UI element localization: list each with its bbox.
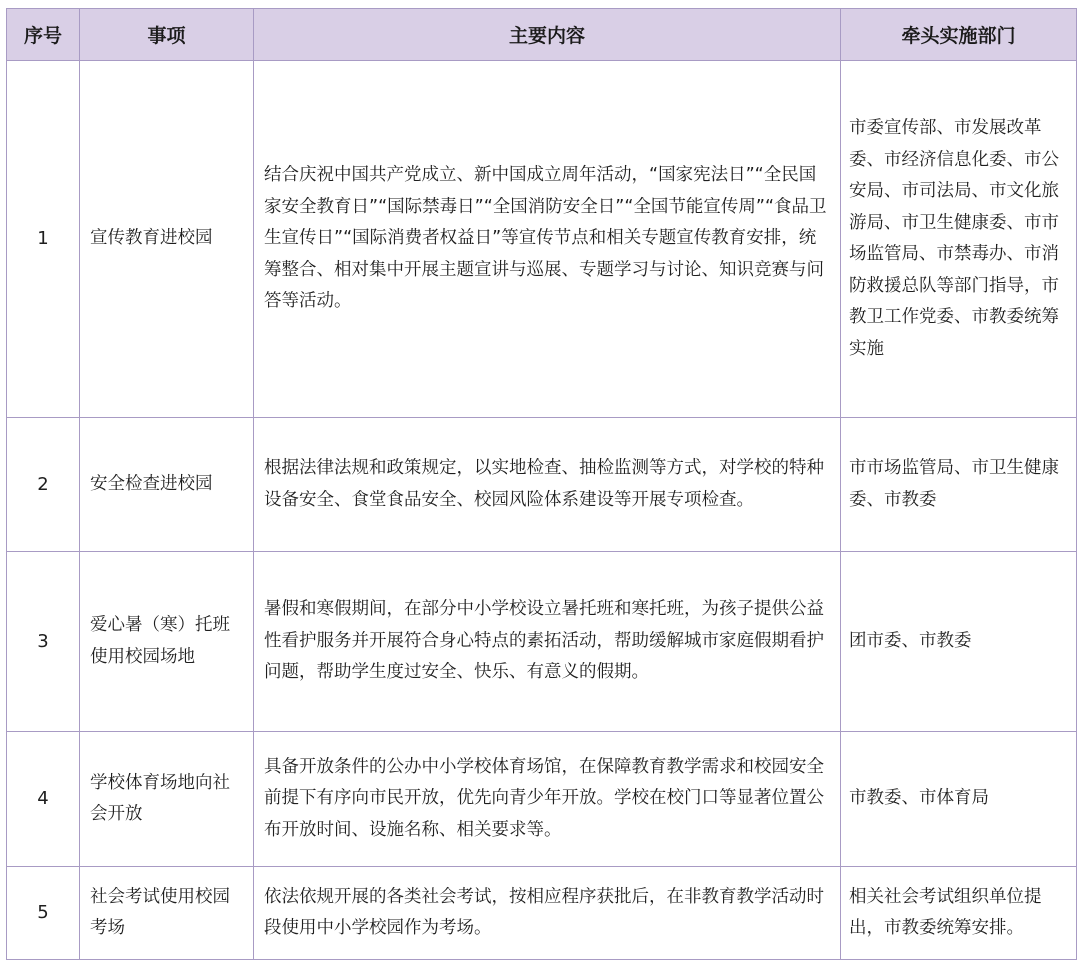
row-number: 3: [7, 552, 80, 732]
table-row: [7, 418, 1077, 552]
row-dept: 团市委、市教委: [841, 552, 1077, 732]
row-number: 5: [7, 867, 80, 960]
row-number: 2: [7, 418, 80, 552]
row-item: 爱心暑（寒）托班使用校园场地: [80, 552, 254, 732]
table-row: [7, 732, 1077, 867]
header-dept: 牵头实施部门: [841, 9, 1077, 61]
row-dept: 市教委、市体育局: [841, 732, 1077, 867]
header-row: [7, 9, 1077, 61]
row-item: 学校体育场地向社会开放: [80, 732, 254, 867]
row-dept: 市市场监管局、市卫生健康委、市教委: [841, 418, 1077, 552]
header-content: 主要内容: [254, 9, 841, 61]
table-row: [7, 552, 1077, 732]
row-number: 1: [7, 61, 80, 418]
row-content: 暑假和寒假期间，在部分中小学校设立暑托班和寒托班，为孩子提供公益性看护服务并开展符合身心特点的素拓活动，帮助缓解城市家庭假期看护问题，帮助学生度过安全、快乐、有意义的假期。: [254, 552, 841, 732]
row-number: 4: [7, 732, 80, 867]
row-item: 安全检查进校园: [80, 418, 254, 552]
activities-table: [6, 8, 1077, 960]
header-no: 序号: [7, 9, 80, 61]
table-body: [7, 61, 1077, 960]
row-dept: 相关社会考试组织单位提出，市教委统筹安排。: [841, 867, 1077, 960]
row-content: 依法依规开展的各类社会考试，按相应程序获批后，在非教育教学活动时段使用中小学校园作为考场。: [254, 867, 841, 960]
row-item: 社会考试使用校园考场: [80, 867, 254, 960]
row-item: 宣传教育进校园: [80, 61, 254, 418]
table-header: [7, 9, 1077, 61]
table-row: [7, 867, 1077, 960]
table-row: [7, 61, 1077, 418]
row-content: 根据法律法规和政策规定，以实地检查、抽检监测等方式，对学校的特种设备安全、食堂食品安全、校园风险体系建设等开展专项检查。: [254, 418, 841, 552]
row-content: 结合庆祝中国共产党成立、新中国成立周年活动，“国家宪法日”“全民国家安全教育日”“国际禁毒日”“全国消防安全日”“全国节能宣传周”“食品卫生宣传日”“国际消费者权益日”等宣传节点和相关专题宣传教育安排，统筹整合、相对集中开展主题宣讲与巡展、专题学习与讨论、知识竞赛与问答等活动。: [254, 61, 841, 418]
row-dept: 市委宣传部、市发展改革委、市经济信息化委、市公安局、市司法局、市文化旅游局、市卫生健康委、市市场监管局、市禁毒办、市消防救援总队等部门指导，市教卫工作党委、市教委统筹实施: [841, 61, 1077, 418]
header-item: 事项: [80, 9, 254, 61]
row-content: 具备开放条件的公办中小学校体育场馆，在保障教育教学需求和校园安全前提下有序向市民开放，优先向青少年开放。学校在校门口等显著位置公布开放时间、设施名称、相关要求等。: [254, 732, 841, 867]
